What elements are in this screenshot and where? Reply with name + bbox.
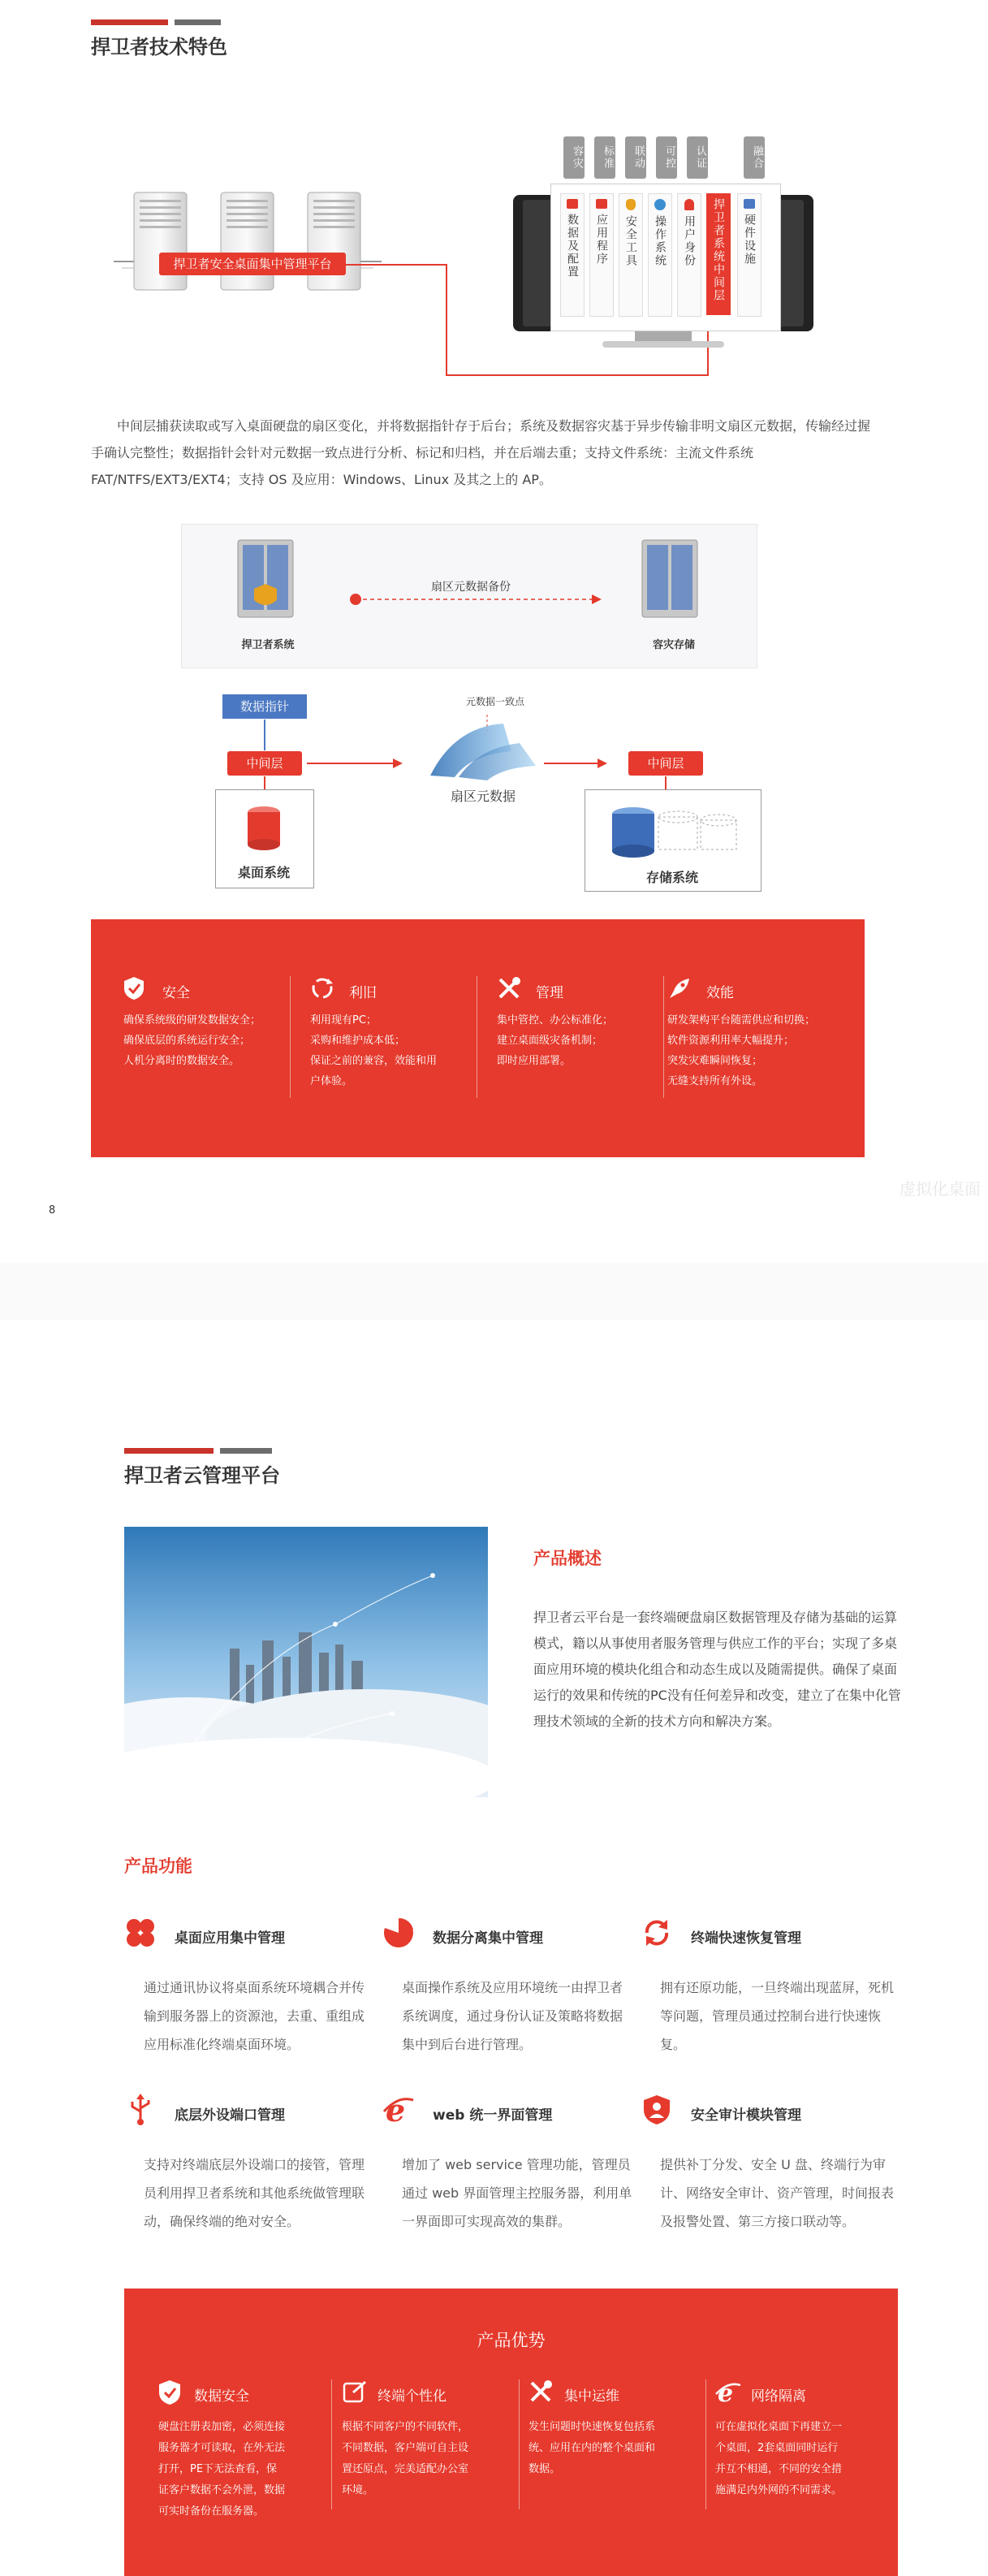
feature-line: 无缝支持所有外设。 xyxy=(667,1075,763,1087)
feature-line: 突发灾难瞬间恢复； xyxy=(667,1055,763,1067)
top-tag-list xyxy=(563,136,774,182)
advantage-line: 施满足内外网的不同需求。 xyxy=(715,2484,843,2496)
ie-icon xyxy=(382,2094,415,2126)
section-header-bars xyxy=(124,1448,272,1454)
column-item: 安全工具 xyxy=(619,193,643,317)
pie-chart-icon xyxy=(382,1917,415,1949)
advantage-line: 打开，PE下无法查看，保 xyxy=(158,2463,278,2475)
backup-middle-label: 扇区元数据备份 xyxy=(431,581,511,594)
advantage-line: 环境。 xyxy=(342,2484,374,2496)
hardware-icon xyxy=(744,199,755,209)
globe-icon xyxy=(654,199,666,210)
advantage-line: 发生问题时快速恢复包括系 xyxy=(529,2421,656,2433)
column-list xyxy=(560,193,773,323)
folder-icon xyxy=(567,199,578,209)
advantage-line: 不同数据，客户端可自主设 xyxy=(342,2442,469,2454)
backup-right-label: 容灾存储 xyxy=(652,639,695,651)
platform-label: 捍卫者安全桌面集中管理平台 xyxy=(159,253,346,275)
rocket-icon xyxy=(667,976,692,1001)
overview-title: 产品概述 xyxy=(533,1549,602,1568)
feature-line: 研发架构平台随需供应和切换； xyxy=(667,1014,816,1027)
personalize-icon xyxy=(342,2379,368,2405)
divider xyxy=(663,976,664,1098)
column-item: 操作系统 xyxy=(648,193,672,317)
top-tag: 融合 xyxy=(744,136,765,179)
page-title: 捍卫者技术特色 xyxy=(91,36,227,58)
advantage-line: 可实时备份在服务器。 xyxy=(158,2505,265,2518)
backup-left-label: 捍卫者系统 xyxy=(241,639,295,651)
section-header-bars xyxy=(91,19,221,26)
tools-icon xyxy=(529,2379,553,2404)
desktop-system-label: 桌面系统 xyxy=(237,865,290,880)
svg-text:e: e xyxy=(718,2379,734,2405)
feature-line: 建立桌面级灾备机制； xyxy=(497,1035,603,1047)
page-number: 8 xyxy=(49,1204,56,1217)
shield-check-icon xyxy=(123,976,145,1001)
advantage-line: 置还原点，完美适配办公室 xyxy=(342,2463,469,2475)
page2-title: 捍卫者云管理平台 xyxy=(124,1464,280,1487)
svg-text:e: e xyxy=(386,2094,406,2126)
shield-icon xyxy=(626,199,636,210)
clover-icon xyxy=(124,1917,157,1949)
feature-grid: 安全 确保系统级的研发数据安全； 确保底层的系统运行安全； 人机分离时的数据安全。 利旧 利用现有PC； 采购和维护成本低； 保证之前的兼容，效能和用 户体验。 管理 集中管控、办公标准化； 建立桌面级灾备机制； 即时应用部署。 效能 研发架构平台随需供应和切换； 软件资源利用率大幅提升； 突发灾难瞬间恢复； 无缝支持所有外设。 xyxy=(91,919,865,1157)
feature-line: 软件资源利用率大幅提升； xyxy=(667,1035,795,1047)
top-tag: 容灾 xyxy=(563,136,585,179)
middle-layer-left-tag: 中间层 xyxy=(227,751,302,776)
intro-paragraph: 中间层捕获读取或写入桌面硬盘的扇区变化，并将数据指针存于后台；系统及数据容灾基于异步传输非明文扇区元数据，传输经过握手确认完整性；数据指针会针对元数据一致点进行分析、标记和归档，并在后端去重；支持文件系统：主流文件系统 FAT/NTFS/EXT3/EXT4；支持 OS 及应用：Windows、Linux 及其之上的 AP。 xyxy=(91,418,871,487)
divider xyxy=(331,2379,332,2509)
column-item: 数据及配置 xyxy=(560,193,585,317)
advantage-line: 并互不相通，不同的安全措 xyxy=(715,2463,843,2475)
page-separator xyxy=(0,1263,988,1320)
advantage-line: 服务器才可读取，在外无法 xyxy=(158,2442,286,2454)
divider xyxy=(519,2379,520,2509)
cloud-city-image xyxy=(124,1527,488,1797)
top-tag: 联动 xyxy=(625,136,646,179)
feature-line: 确保底层的系统运行安全； xyxy=(123,1035,251,1047)
advantage-grid: 数据安全 硬盘注册表加密，必须连接 服务器才可读取，在外无法 打开，PE下无法查看，保 证客户数据不会外泄，数据 可实时备份在服务器。 终端个性化 根据不同客户的不同软件， 不同数据，客户端可自主设 置还原点，完美适配办公室 环境。 集中运维 发生问题时快速恢复包括系 统、应用在内的整个桌面和 数据。 e 网络隔离 可在虚拟化桌面下再建立一 个桌面，2套桌面同时运行 并互不相通，不同的安全措 施满足内外网的不同需求。 xyxy=(124,2379,898,2574)
column-item: 硬件设施 xyxy=(737,193,761,317)
top-tag: 标准 xyxy=(594,136,615,179)
advantage-line: 统、应用在内的整个桌面和 xyxy=(529,2442,656,2454)
server-icon xyxy=(221,192,274,290)
feature-line: 利用现有PC； xyxy=(310,1014,377,1027)
server-icon xyxy=(238,540,293,617)
shield-person-icon xyxy=(641,2094,673,2126)
server-icon xyxy=(134,192,187,290)
divider xyxy=(705,2379,706,2509)
feature-line: 人机分离时的数据安全。 xyxy=(123,1055,240,1067)
feature-line: 采购和维护成本低； xyxy=(310,1035,406,1047)
server-icon xyxy=(642,540,697,617)
recycle-icon xyxy=(310,976,334,1001)
overview-text: 捍卫者云平台是一套终端硬盘扇区数据管理及存储为基础的运算模式，籍以从事使用者服务管理与供应工作的平台；实现了多桌面应用环境的模块化组合和动态生成以及随需提供。确保了桌面运行的效果和传统的PC没有任何差异和改变，建立了在集中化管理技术领域的全新的技术方向和解决方案。 xyxy=(533,1610,901,1729)
divider xyxy=(290,976,291,1098)
database-stack-icon xyxy=(605,806,743,862)
refresh-icon xyxy=(641,1917,673,1949)
data-pointer-tag: 数据指针 xyxy=(222,694,307,719)
top-tag: 可控 xyxy=(656,136,677,179)
advantage-title: 产品优势 xyxy=(477,2331,546,2350)
function-title: 产品功能 xyxy=(124,1856,192,1876)
watermark-text: 虚拟化桌面 xyxy=(900,1179,981,1199)
function-grid: 桌面应用集中管理 通过通讯协议将桌面系统环境耦合并传输到服务器上的资源池，去重、重组成应用标准化终端桌面环境。 数据分离集中管理 桌面操作系统及应用环境统一由捍卫者系统调度，通过身份认证及策略将数据集中到后台进行管理。 终端快速恢复管理 拥有还原功能，一旦终端出现蓝屏，死机等问题，管理员通过控制台进行快速恢复。 底层外设端口管理 支持对终端底层外设端口的接管，管理员利用捍卫者系统和其他系统做管理联动，确保终端的绝对安全。 e web 统一界面管理 增加了 web service 管理功能，管理员通过 web 界面管理主控服务器，利用单一界面即可实现高效的集群。 安全审计模块管理 提供补丁分发、安全 U 盘、终端行为审计、网络安全审计、资产管理，时间报表及报警处置、第三方接口联动等。 xyxy=(124,1917,904,2258)
tools-icon xyxy=(497,976,521,1001)
column-item: 应用程序 xyxy=(589,193,614,317)
advantage-line: 硬盘注册表加密，必须连接 xyxy=(158,2421,286,2433)
consistency-label: 元数据一致点 xyxy=(465,696,524,707)
advantage-line: 根据不同客户的不同软件， xyxy=(342,2421,469,2433)
advantage-line: 可在虚拟化桌面下再建立一 xyxy=(715,2421,843,2433)
advantage-line: 数据。 xyxy=(529,2463,561,2475)
app-icon xyxy=(596,199,607,209)
user-icon xyxy=(684,199,694,210)
column-item-highlight: 捍卫者系统中间层 xyxy=(706,193,731,315)
column-item: 用户身份 xyxy=(677,193,701,317)
database-red-icon xyxy=(244,806,284,854)
feature-line: 保证之前的兼容，效能和用 xyxy=(310,1055,438,1067)
shield-check-icon xyxy=(158,2379,181,2405)
usb-icon xyxy=(124,2094,157,2126)
feature-line: 户体验。 xyxy=(310,1075,353,1087)
sector-fan-icon xyxy=(422,719,544,784)
ie-icon xyxy=(715,2379,741,2405)
middle-layer-right-tag: 中间层 xyxy=(628,751,703,776)
top-tag: 认证 xyxy=(687,136,708,179)
storage-system-label: 存储系统 xyxy=(645,870,698,885)
feature-line: 确保系统级的研发数据安全； xyxy=(123,1014,261,1027)
sector-metadata-label: 扇区元数据 xyxy=(450,789,516,804)
feature-line: 即时应用部署。 xyxy=(497,1055,572,1067)
advantage-line: 个桌面，2套桌面同时运行 xyxy=(715,2442,839,2454)
feature-line: 集中管控、办公标准化； xyxy=(497,1014,614,1027)
advantage-line: 证客户数据不会外泄，数据 xyxy=(158,2484,286,2496)
